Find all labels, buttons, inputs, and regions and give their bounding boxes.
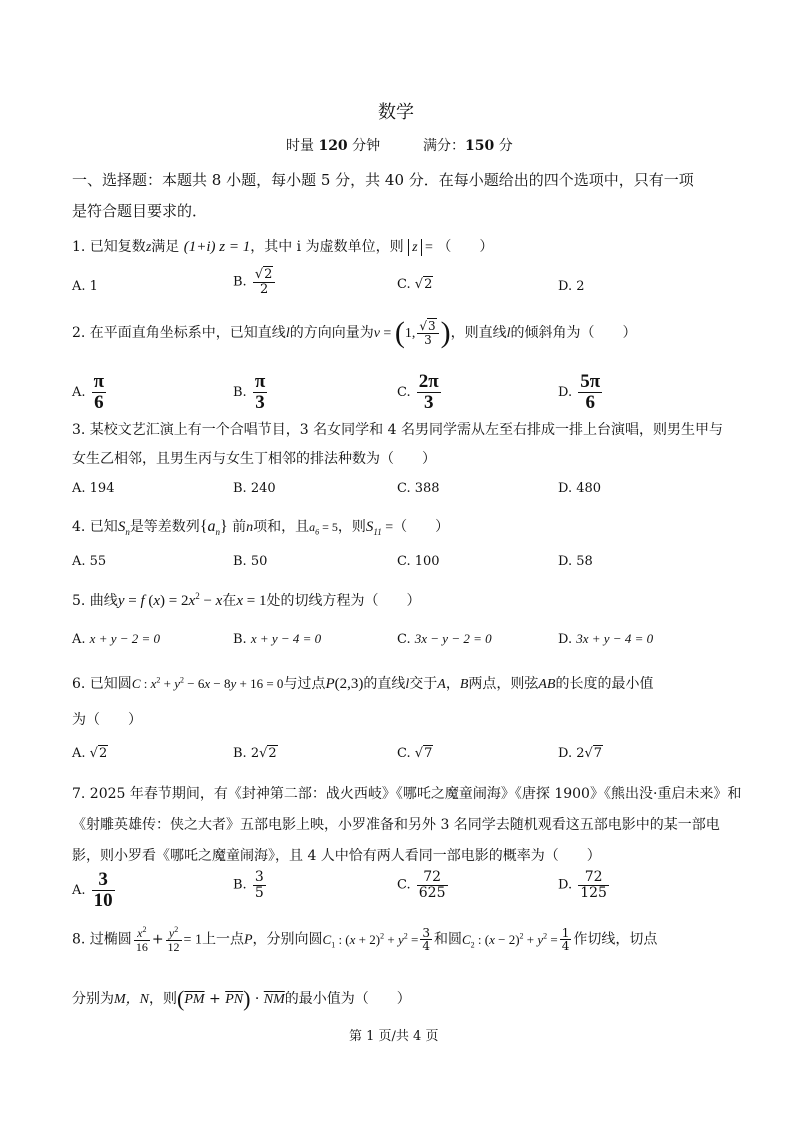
q2-option-c: C. $\frac{2\pi}{3}$ bbox=[397, 371, 439, 413]
page-title: 数学 bbox=[378, 102, 414, 123]
q7-option-a: A. $\frac{3}{10}$ bbox=[72, 869, 113, 911]
question-3-line2: 女生乙相邻，且男生丙与女生丁相邻的排法种数为（ ） bbox=[72, 451, 436, 467]
q5-option-d: D. 3x + y − 4 = 0 bbox=[558, 631, 654, 647]
q3-option-a: A. 194 bbox=[72, 481, 115, 496]
q3-option-b: B. 240 bbox=[233, 481, 276, 496]
q6-option-d: D. 2√7 bbox=[558, 746, 603, 761]
page-number: 第 1 页/共 4 页 bbox=[349, 1029, 439, 1044]
q1-option-a: A. 1 bbox=[72, 279, 98, 294]
q6-option-c: C. √7 bbox=[397, 746, 433, 761]
question-7-line3: 影，则小罗看《哪吒之魔童闹海》，且 4 人中恰有两人看同一部电影的概率为（ ） bbox=[72, 848, 601, 864]
question-3-line1: 3. 某校文艺汇演上有一个合唱节目，3 名女同学和 4 名男同学需从左至右排成一排上台演唱，则男生甲与 bbox=[72, 422, 723, 438]
q6-option-a: A. √2 bbox=[72, 746, 108, 761]
time-value: 120 bbox=[318, 138, 348, 154]
question-2: 2. 在平面直角坐标系中，已知直线l的方向向量为v = (1, $\frac{√3}{3}$ )，则直线l的倾斜角为（ ） bbox=[72, 316, 637, 349]
q4-option-b: B. 50 bbox=[233, 554, 268, 569]
section-instruction-line2: 是符合题目要求的． bbox=[72, 202, 208, 220]
section-instruction-line1: 一、选择题：本题共 8 小题，每小题 5 分，共 40 分．在每小题给出的四个选项中，只有一项 bbox=[72, 171, 694, 189]
score-value: 150 bbox=[465, 138, 495, 154]
q5-option-b: B. x + y − 4 = 0 bbox=[233, 631, 322, 647]
q1-formula: (1+i) z = 1 bbox=[183, 239, 251, 255]
q1-abs-z: z bbox=[408, 239, 421, 256]
q2-option-d: D. $\frac{5\pi}{6}$ bbox=[558, 371, 601, 413]
question-7-line1: 7. 2025 年春节期间，有《封神第二部：战火西岐》《哪吒之魔童闹海》《唐探 1900》《熊出没·重启未来》和 bbox=[72, 786, 742, 802]
question-1: 1. 已知复数z满足 (1+i) z = 1，其中 i 为虚数单位，则 z = （ ） bbox=[72, 239, 494, 255]
q3-option-d: D. 480 bbox=[558, 481, 602, 496]
score-unit: 分 bbox=[498, 138, 513, 154]
question-8-line1: 8. 过椭圆 $\frac{x^2}{16}$ + $\frac{y^2}{12}$ = 1上一点P，分别向圆$C_1$ : $(x + 2)^2 + y^2$ = $\frac{3}{4}$ 和圆$C_2$ : $(x - 2)^2 + y^2$ = $\frac{1}{4}$ 作切线，切点 bbox=[72, 925, 658, 954]
q7-option-d: D. $\frac{72}{125}$ bbox=[558, 869, 607, 901]
q2-option-b: B. $\frac{\pi}{3}$ bbox=[233, 371, 266, 413]
q6-option-b: B. 2√2 bbox=[233, 746, 277, 761]
question-8-line2: 分别为M，N，则$(\overline{PM} + \overline{PN}) \cdot \overline{NM}$的最小值为（ ） bbox=[72, 986, 411, 1011]
q1-option-d: D. 2 bbox=[558, 279, 585, 294]
q4-option-c: C. 100 bbox=[397, 554, 440, 569]
q1-option-c: C. √2 bbox=[397, 277, 433, 292]
q4-option-d: D. 58 bbox=[558, 554, 593, 569]
q5-option-c: C. 3x − y − 2 = 0 bbox=[397, 631, 492, 647]
q3-option-c: C. 388 bbox=[397, 481, 440, 496]
q2-option-a: A. $\frac{\pi}{6}$ bbox=[72, 371, 105, 413]
time-label: 时量 bbox=[286, 138, 314, 154]
exam-info bbox=[286, 135, 513, 155]
score-label: 满分： bbox=[423, 138, 466, 154]
q1-option-b: B. $\frac{√2}{2}$ bbox=[233, 268, 277, 296]
question-7-line2: 《射雕英雄传：侠之大者》五部电影上映，小罗准备和另外 3 名同学去随机观看这五部电影中的某一部电 bbox=[72, 817, 720, 833]
q4-option-a: A. 55 bbox=[72, 554, 107, 569]
question-5: 5. 曲线y = f $(x) = 2x^2 - x$在x = 1处的切线方程为（ ） bbox=[72, 591, 421, 609]
question-4: 4. 已知$S_n$是等差数列$\{a_n\}$ 前n项和，且$a_6 = 5$，则$S_{11}$ =（ ） bbox=[72, 518, 450, 538]
question-6-line1: 6. 已知圆C : $x^2 + y^2 - 6x - 8y + 16 = 0$与过点P(2,3)的直线l交于A，B两点，则弦AB的长度的最小值 bbox=[72, 675, 654, 692]
time-unit: 分钟 bbox=[352, 138, 381, 154]
q5-option-a: A. x + y − 2 = 0 bbox=[72, 631, 161, 647]
q7-option-c: C. $\frac{72}{625}$ bbox=[397, 869, 446, 901]
q7-option-b: B. $\frac{3}{5}$ bbox=[233, 869, 264, 901]
question-6-line2: 为（ ） bbox=[72, 712, 142, 728]
